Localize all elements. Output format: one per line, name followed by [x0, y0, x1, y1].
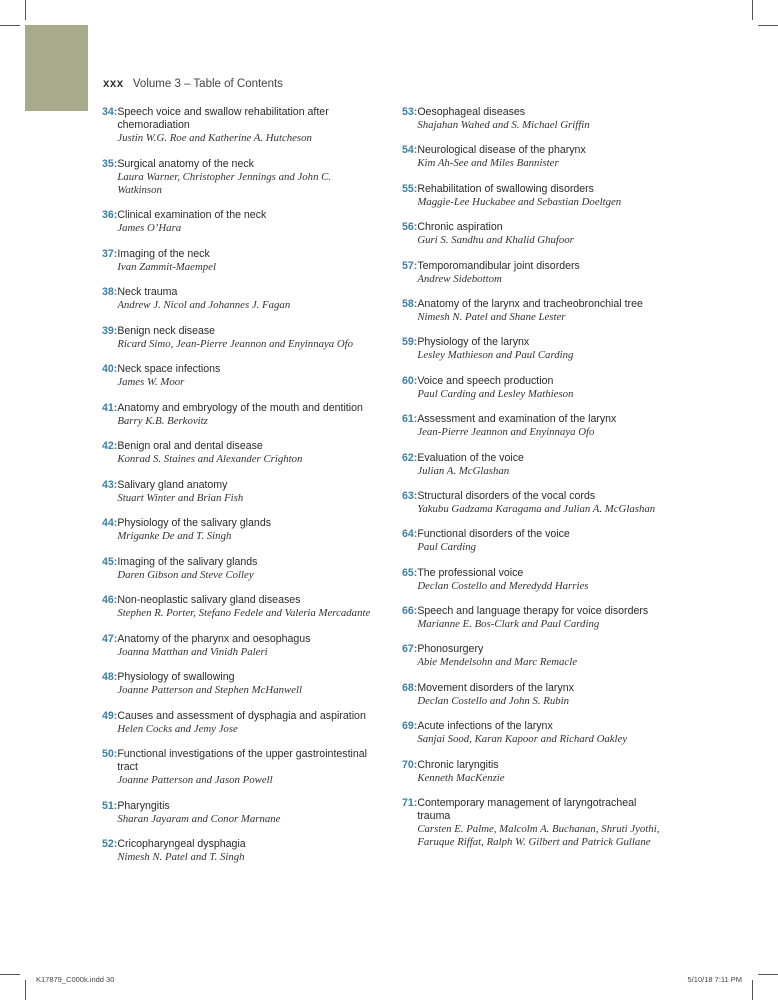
toc-entry — [402, 298, 662, 324]
chapter-number: 69: — [402, 720, 418, 733]
chapter-body — [117, 671, 302, 697]
chapter-body — [117, 800, 280, 826]
chapter-authors: Joanne Patterson and Jason Powell — [117, 774, 273, 786]
toc-entry — [402, 260, 662, 286]
chapter-number: 45: — [102, 555, 118, 568]
chapter-body — [417, 567, 588, 593]
chapter-number: 51: — [102, 799, 118, 812]
chapter-body — [417, 413, 616, 439]
chapter-title: Rehabilitation of swallowing disorders — [417, 182, 594, 195]
chapter-authors: Paul Carding — [417, 541, 476, 554]
chapter-title: Surgical anatomy of the neck — [117, 157, 254, 170]
chapter-authors: Ricard Simo, Jean-Pierre Jeannon and Enyinnaya Ofo — [117, 337, 354, 350]
chapter-body — [417, 682, 574, 708]
page-tab-block — [25, 25, 88, 111]
chapter-number: 63: — [402, 489, 418, 502]
toc-entry — [402, 183, 662, 209]
toc-entry — [402, 720, 662, 746]
chapter-authors: Laura Warner, Christopher Jennings and John C. Watkinson — [117, 170, 332, 196]
chapter-number: 41: — [102, 401, 118, 414]
chapter-body — [417, 298, 643, 324]
chapter-authors: Abie Mendelsohn and Marc Remacle — [417, 656, 578, 669]
chapter-title: Anatomy and embryology of the mouth and dentition — [117, 401, 363, 414]
chapter-number: 70: — [402, 758, 418, 771]
chapter-number: 61: — [402, 413, 418, 426]
toc-entry — [102, 209, 377, 235]
chapter-number: 67: — [402, 643, 418, 656]
chapter-title: Functional disorders of the voice — [417, 528, 570, 541]
chapter-number: 55: — [402, 182, 418, 195]
crop-mark — [758, 974, 778, 975]
chapter-title: Cricopharyngeal dysphagia — [117, 838, 246, 850]
chapter-authors: James O’Hara — [117, 222, 182, 234]
chapter-number: 53: — [402, 106, 418, 118]
toc-entry — [102, 440, 377, 466]
chapter-authors: Sharan Jayaram and Conor Marnane — [117, 812, 281, 825]
chapter-body — [117, 248, 216, 274]
chapter-number: 34: — [102, 106, 118, 118]
chapter-authors: James W. Moor — [117, 376, 185, 388]
chapter-number: 39: — [102, 324, 118, 337]
footer-timestamp: 5/10/18 7:11 PM — [687, 975, 742, 984]
chapter-number: 54: — [402, 144, 418, 157]
chapter-number: 64: — [402, 528, 418, 541]
toc-entry — [102, 286, 377, 312]
chapter-number: 37: — [102, 247, 118, 260]
chapter-authors: Konrad S. Staines and Alexander Crighton — [117, 453, 303, 465]
chapter-title: Physiology of swallowing — [117, 671, 235, 683]
chapter-authors: Declan Costello and Meredydd Harries — [417, 579, 589, 592]
chapter-authors: Paul Carding and Lesley Mathieson — [417, 387, 574, 400]
chapter-authors: Nimesh N. Patel and T. Singh — [117, 851, 245, 863]
chapter-authors: Carsten E. Palme, Malcolm A. Buchanan, Shruti Jyothi, Faruque Riffat, Ralph W. Gilbert and Patrick Gullane — [417, 823, 660, 849]
chapter-body — [117, 710, 366, 736]
toc-entry — [102, 248, 377, 274]
chapter-body — [117, 556, 257, 582]
toc-entry — [402, 336, 662, 362]
chapter-body — [117, 748, 377, 787]
chapter-number: 43: — [102, 478, 118, 491]
toc-entry — [402, 528, 662, 554]
chapter-body — [417, 720, 627, 746]
chapter-title: Neurological disease of the pharynx — [417, 144, 586, 157]
chapter-title: Speech voice and swallow rehabilitation after chemoradiation — [117, 106, 329, 131]
chapter-number: 62: — [402, 451, 418, 464]
chapter-body — [117, 479, 243, 505]
chapter-authors: Julian A. McGlashan — [417, 464, 510, 477]
chapter-number: 48: — [102, 671, 118, 683]
chapter-title: Benign oral and dental disease — [117, 440, 263, 452]
toc-entry — [102, 594, 377, 620]
chapter-authors: Yakubu Gadzama Karagama and Julian A. McGlashan — [417, 502, 656, 515]
chapter-number: 35: — [102, 157, 118, 170]
chapter-authors: Joanna Matthan and Vinidh Paleri — [117, 645, 268, 658]
chapter-number: 47: — [102, 632, 118, 645]
chapter-authors: Daren Gibson and Steve Colley — [117, 568, 254, 581]
chapter-number: 52: — [102, 838, 118, 850]
chapter-body — [117, 517, 271, 543]
chapter-title: Physiology of the salivary glands — [117, 517, 272, 529]
chapter-authors: Shajahan Wahed and S. Michael Griffin — [417, 119, 590, 131]
chapter-title: Assessment and examination of the larynx — [417, 413, 617, 426]
chapter-authors: Andrew Sidebottom — [417, 272, 502, 285]
chapter-authors: Stephen R. Porter, Stefano Fedele and Valeria Mercadante — [117, 607, 371, 619]
chapter-body — [417, 260, 580, 286]
toc-entry — [102, 748, 377, 787]
toc-entry — [402, 567, 662, 593]
chapter-body — [117, 633, 310, 659]
toc-entry — [402, 413, 662, 439]
toc-entry — [102, 800, 377, 826]
chapter-body — [117, 325, 353, 351]
crop-mark — [0, 974, 20, 975]
chapter-title: Contemporary management of laryngotracheal trauma — [417, 797, 637, 823]
chapter-title: Evaluation of the voice — [417, 451, 524, 464]
chapter-body — [417, 643, 577, 669]
toc-entry — [402, 605, 662, 631]
chapter-title: Non-neoplastic salivary gland diseases — [117, 594, 301, 606]
chapter-body — [117, 440, 302, 466]
chapter-authors: Joanne Patterson and Stephen McHanwell — [117, 684, 303, 696]
chapter-authors: Jean-Pierre Jeannon and Enyinnaya Ofo — [417, 426, 595, 439]
toc-left-column — [102, 106, 377, 877]
chapter-title: Causes and assessment of dysphagia and aspiration — [117, 709, 366, 722]
chapter-number: 42: — [102, 440, 118, 452]
chapter-title: Salivary gland anatomy — [117, 478, 228, 491]
chapter-title: Structural disorders of the vocal cords — [417, 489, 596, 502]
toc-entry — [102, 838, 377, 864]
chapter-body — [117, 209, 266, 235]
toc-entry — [102, 363, 377, 389]
chapter-number: 71: — [402, 797, 418, 810]
chapter-body — [417, 528, 570, 554]
crop-mark — [25, 980, 26, 1000]
toc-entry — [402, 797, 662, 849]
chapter-title: Oesophageal diseases — [417, 106, 526, 118]
page-title: Volume 3 – Table of Contents — [132, 78, 283, 90]
chapter-number: 36: — [102, 209, 118, 221]
chapter-title: Clinical examination of the neck — [117, 209, 267, 221]
chapter-authors: Sanjai Sood, Karan Kapoor and Richard Oakley — [417, 733, 628, 746]
toc-entry — [102, 402, 377, 428]
toc-entry — [402, 643, 662, 669]
chapter-body — [417, 490, 655, 516]
chapter-number: 66: — [402, 605, 418, 618]
chapter-title: Benign neck disease — [117, 324, 216, 337]
chapter-number: 38: — [102, 286, 118, 298]
toc-entry — [102, 556, 377, 582]
crop-mark — [25, 0, 26, 20]
chapter-body — [117, 286, 290, 312]
chapter-authors: Nimesh N. Patel and Shane Lester — [417, 310, 566, 323]
chapter-title: Phonosurgery — [417, 643, 484, 656]
toc-entry — [402, 759, 662, 785]
chapter-body — [117, 838, 245, 864]
chapter-title: Imaging of the neck — [117, 247, 210, 260]
chapter-number: 56: — [402, 221, 418, 234]
chapter-number: 60: — [402, 374, 418, 387]
toc-entry — [402, 221, 662, 247]
chapter-title: Voice and speech production — [417, 374, 554, 387]
chapter-number: 46: — [102, 594, 118, 606]
chapter-authors: Declan Costello and John S. Rubin — [417, 694, 570, 707]
page-header — [103, 78, 283, 90]
chapter-title: Pharyngitis — [117, 799, 170, 812]
chapter-authors: Andrew J. Nicol and Johannes J. Fagan — [117, 299, 291, 311]
chapter-authors: Ivan Zammit-Maempel — [117, 260, 216, 273]
crop-mark — [752, 0, 753, 20]
toc-entry — [402, 490, 662, 516]
crop-mark — [0, 25, 20, 26]
chapter-number: 49: — [102, 709, 118, 722]
page-number: xxx — [103, 78, 124, 90]
chapter-number: 68: — [402, 681, 418, 694]
toc-entry — [102, 633, 377, 659]
chapter-body — [117, 158, 377, 197]
crop-mark — [752, 980, 753, 1000]
chapter-authors: Justin W.G. Roe and Katherine A. Hutcheson — [117, 132, 312, 144]
chapter-number: 44: — [102, 517, 118, 529]
chapter-body — [417, 221, 574, 247]
crop-mark — [758, 25, 778, 26]
chapter-number: 58: — [402, 297, 418, 310]
chapter-body — [417, 144, 585, 170]
chapter-authors: Mriganke De and T. Singh — [117, 530, 232, 542]
chapter-body — [117, 594, 370, 620]
chapter-body — [417, 452, 524, 478]
chapter-title: Speech and language therapy for voice disorders — [417, 605, 649, 618]
chapter-title: Anatomy of the pharynx and oesophagus — [117, 632, 311, 645]
chapter-body — [117, 106, 377, 145]
chapter-authors: Marianne E. Bos-Clark and Paul Carding — [417, 618, 600, 631]
chapter-number: 59: — [402, 336, 418, 349]
chapter-title: Movement disorders of the larynx — [417, 681, 574, 694]
toc-entry — [102, 710, 377, 736]
toc-entry — [102, 325, 377, 351]
chapter-body — [417, 759, 504, 785]
chapter-authors: Helen Cocks and Jemy Jose — [117, 722, 238, 735]
toc-entry — [402, 106, 662, 132]
chapter-title: Temporomandibular joint disorders — [417, 259, 580, 272]
toc-entry — [402, 144, 662, 170]
chapter-title: Imaging of the salivary glands — [117, 555, 258, 568]
chapter-number: 65: — [402, 566, 418, 579]
toc-right-column — [402, 106, 662, 861]
toc-entry — [402, 375, 662, 401]
toc-entry — [102, 671, 377, 697]
chapter-authors: Guri S. Sandhu and Khalid Ghufoor — [417, 234, 574, 247]
chapter-number: 40: — [102, 363, 118, 375]
chapter-authors: Maggie-Lee Huckabee and Sebastian Doeltgen — [417, 195, 622, 208]
chapter-title: Chronic aspiration — [417, 221, 503, 234]
chapter-authors: Lesley Mathieson and Paul Carding — [417, 349, 574, 362]
chapter-body — [417, 106, 589, 132]
chapter-authors: Stuart Winter and Brian Fish — [117, 491, 244, 504]
chapter-body — [417, 797, 662, 849]
chapter-title: Anatomy of the larynx and tracheobronchial tree — [417, 297, 643, 310]
footer-file: K17879_C000k.indd 30 — [36, 975, 115, 984]
chapter-body — [417, 183, 621, 209]
chapter-body — [417, 605, 648, 631]
chapter-body — [417, 336, 573, 362]
toc-entry — [402, 682, 662, 708]
chapter-authors: Kim Ah-See and Miles Bannister — [417, 157, 559, 170]
chapter-title: The professional voice — [417, 566, 524, 579]
toc-entry — [102, 106, 377, 145]
chapter-title: Acute infections of the larynx — [417, 720, 553, 733]
toc-entry — [102, 479, 377, 505]
chapter-body — [117, 363, 220, 389]
chapter-title: Functional investigations of the upper gastrointestinal tract — [117, 748, 368, 773]
chapter-body — [417, 375, 573, 401]
toc-entry — [102, 517, 377, 543]
chapter-authors: Kenneth MacKenzie — [417, 771, 505, 784]
chapter-number: 50: — [102, 748, 118, 760]
chapter-title: Neck trauma — [117, 286, 178, 298]
chapter-authors: Barry K.B. Berkovitz — [117, 414, 208, 427]
chapter-number: 57: — [402, 259, 418, 272]
toc-entry — [102, 158, 377, 197]
chapter-title: Physiology of the larynx — [417, 336, 530, 349]
chapter-title: Neck space infections — [117, 363, 221, 375]
chapter-body — [117, 402, 363, 428]
toc-entry — [402, 452, 662, 478]
chapter-title: Chronic laryngitis — [417, 758, 499, 771]
